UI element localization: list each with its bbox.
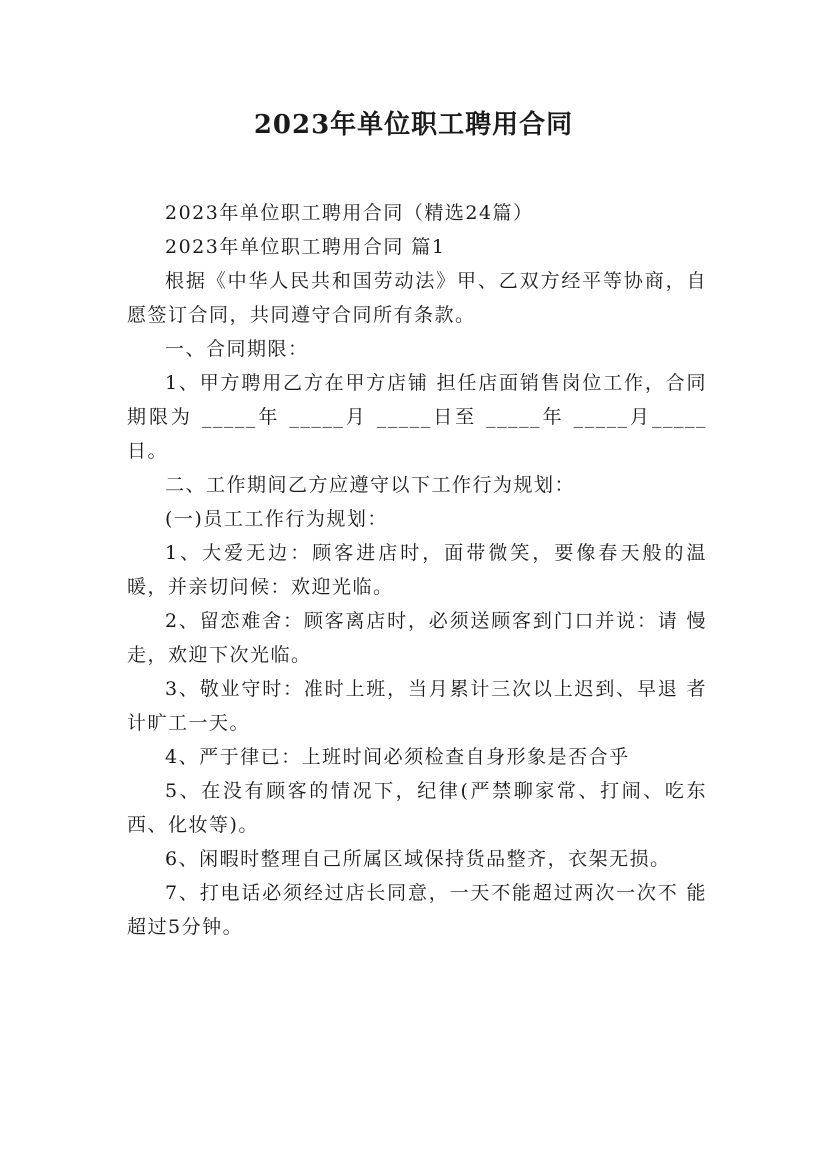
paragraph-rule-6: 6、闲暇时整理自己所属区域保持货品整齐，衣架无损。: [165, 848, 671, 870]
paragraph-contract-term: 1、甲方聘用乙方在甲方店铺 担任店面销售岗位工作，合同期限为 _____年 _____月 _____日至 _____年 _____月_____日。: [127, 372, 707, 462]
paragraph-rule-2: 2、留恋难舍：顾客离店时，必须送顾客到门口并说：请 慢走，欢迎下次光临。: [127, 610, 707, 666]
paragraph-preamble: 根据《中华人民共和国劳动法》甲、乙双方经平等协商，自愿签订合同，共同遵守合同所有条款。: [127, 270, 707, 326]
document-body: [127, 196, 707, 944]
paragraph-rule-4: 4、严于律已：上班时间必须检查自身形象是否合乎: [165, 746, 630, 768]
paragraph-section-heading: 2023年单位职工聘用合同 篇1: [165, 236, 446, 258]
document-title: 2023年单位职工聘用合同: [253, 110, 574, 140]
paragraph-contract-term-heading: 一、合同期限：: [165, 338, 309, 360]
paragraph-rule-1: 1、大爱无边：顾客进店时，面带微笑，要像春天般的温暖，并亲切问候：欢迎光临。: [127, 542, 707, 598]
paragraph-rule-7: 7、打电话必须经过店长同意，一天不能超过两次一次不 能超过5分钟。: [127, 882, 707, 938]
paragraph-rule-5: 5、在没有顾客的情况下，纪律(严禁聊家常、打闹、吃东西、化妆等)。: [127, 780, 707, 836]
paragraph-subtitle: 2023年单位职工聘用合同（精选24篇）: [165, 202, 534, 224]
paragraph-rule-3: 3、敬业守时：准时上班，当月累计三次以上迟到、早退 者计旷工一天。: [127, 678, 707, 734]
paragraph-conduct-subheading: (一)员工工作行为规划：: [165, 508, 388, 530]
paragraph-conduct-heading: 二、工作期间乙方应遵守以下工作行为规划：: [165, 474, 576, 496]
